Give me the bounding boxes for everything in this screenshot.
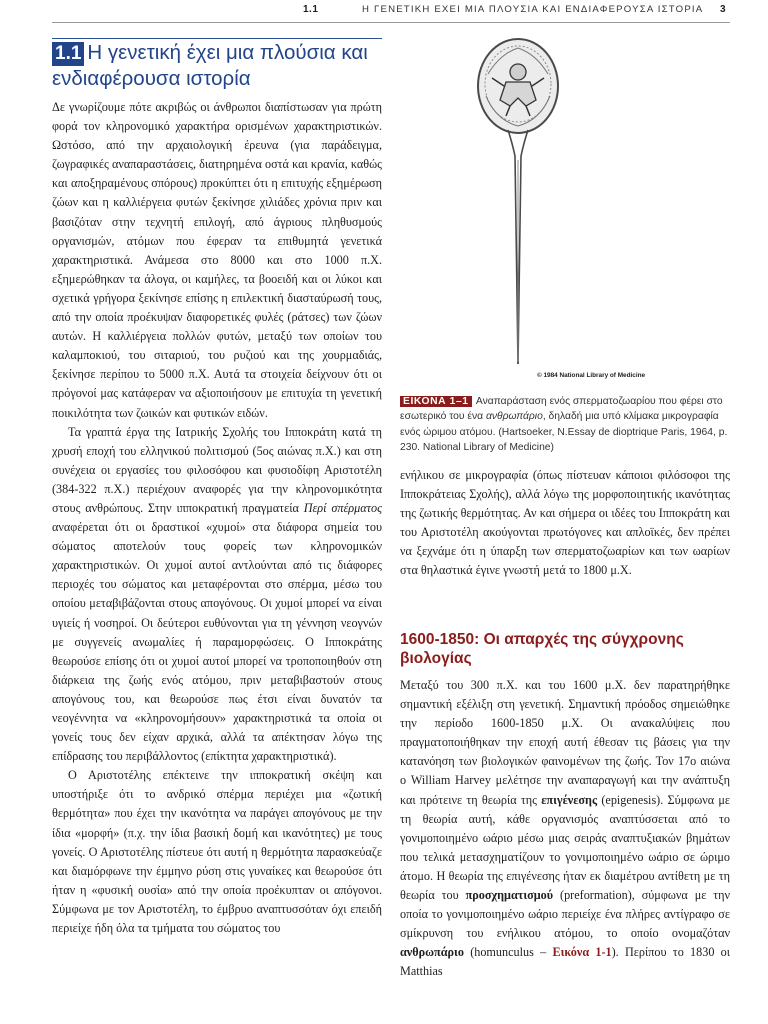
paragraph-3: Ο Αριστοτέλης επέκτεινε την ιπποκρατική σκέψη και υποστήριξε ότι το ανδρικό σπέρμα περιέχει μια «ζωτική θερμότητα» που έχει την ικανότητα να παράγει απογόνους με την ίδια «μορφή» (π.χ. την ίδια βασική δομή και ικανότητες) με τους γονείς. Ο Αριστοτέλης πίστευε ότι αυτή η θερμότητα παρασκεύαζε και διαμόρφωνε την έμμηνο ρύση στις γυναίκες και θεωρούσε ότι ήταν η «φυσική ουσία» από την οποία προέκυπταν οι απόγονοι. Σύμφωνα με τον Αριστοτέλη, το έμβρυο αναπτυσσόταν όχι επειδή περιείχε ήδη όλα τα τμήματα του σώματος του [52, 768, 382, 936]
figure-reference-link[interactable]: Εικόνα 1-1 [552, 945, 612, 960]
figure-label-badge: ΕΙΚΟΝΑ 1–1 [400, 396, 472, 407]
paragraph-2: Τα γραπτά έργα της Ιατρικής Σχολής του Ιπποκράτη κατά τη χρυσή εποχή του ελληνικού πολιτισμού (5ος αιώνας π.Χ.) και στη συνέχεια οι εργασίες του φιλοσόφου και φυσιοδίφη Αριστοτέλη (384-322 π.Χ.) περιέχουν αναφορές για την κληρονομικότητα στους ανθρώπους. Στην ιπποκρατική πραγματεία Περί σπέρματος αναφέρεται ότι οι δραστικοί «χυμοί» στα διάφορα σημεία του σώματος αποτελούν τους φορείς των κληρονομικών χαρακτηριστικών. Οι χυμοί αυτοί αντλούνται από τις διάφορες περιοχές του σώματος και μεταφέρονται στο σπέρμα, μέσω του οποίου μεταβιβάζονται στους απογόνους. Οι χυμοί μπορεί να είναι υγιείς ή νοσηροί. Οι δεύτεροι ευθύνονται για τη γέννηση νεογνών με συγγενείς ανωμαλίες ή παραμορφώσεις. Ο Ιπποκράτης θεωρούσε επίσης ότι οι χυμοί αυτοί μπορεί να τροποποιηθούν στη διάρκεια της ζωής ενός ατόμου, πριν μεταβιβαστούν στους απογόνους του, και θεωρούσε πως έτσι είναι δυνατόν τα νεογέννητα να «κληρονομήσουν» χαρακτηριστικά τα οποία οι γονείς τους δεν είχαν αρχικά, αλλά τα απέκτησαν λόγω της επίδρασης του περιβάλλοντος (επίκτητα χαρακτηριστικά). [52, 424, 383, 764]
term-homunculus: ανθρωπάριο [400, 945, 464, 960]
figure-caption: ΕΙΚΟΝΑ 1–1 Αναπαράσταση ενός σπερματοζωαρίου που φέρει στο εσωτερικό του ένα ανθρωπάριο, δηλαδή μια υπό κλίμακα μικρογραφία ενός ώριμου ατόμου. (Hartsoeker, N.Essay de dioptrique Paris, 1964, p. 230. National Library of Medicine) [400, 396, 728, 454]
header-running-title: Η ΓΕΝΕΤΙΚΗ ΕΧΕΙ ΜΙΑ ΠΛΟΥΣΙΑ ΚΑΙ ΕΝΔΙΑΦΕΡΟΥΣΑ ΙΣΤΟΡΙΑ [362, 4, 704, 15]
page-number: 3 [720, 4, 726, 15]
header-divider [52, 22, 730, 23]
paragraph-4: ενήλικου σε μικρογραφία (όπως πίστευαν κάποιοι φιλόσοφοι της Ιπποκράτειας Σχολής), αλλά λόγω της μορφοποιητικής ικανότητας της ζωτικής θερμότητας. Αν και σήμερα οι ιδέες του Ιπποκράτη και του Αριστοτέλη ακούγονται πρωτόγονες και απλοϊκές, δεν πρέπει να ξεχνάμε ότι η ύπαρξη των σπερματοζωαρίων και των ωαρίων στα θηλαστικά έγινε γνωστή μετά το 1800 μ.Χ. [400, 468, 730, 578]
subsection-heading: 1600-1850: Οι απαρχές της σύγχρονης βιολογίας [400, 631, 684, 667]
header-section-number: 1.1 [303, 4, 319, 15]
section-number-badge: 1.1 [52, 42, 84, 66]
figure-homunculus [400, 34, 730, 384]
section-title: Η γενετική έχει μια πλούσια και ενδιαφέρουσα ιστορία [52, 41, 368, 90]
paragraph-1: Δε γνωρίζουμε πότε ακριβώς οι άνθρωποι διαπίστωσαν για πρώτη φορά τον κληρονομικό χαρακτήρα ορισμένων χαρακτηριστικών. Ωστόσο, από την αρχαιολογική έρευνα (για παράδειγμα, ζωγραφικές αναπαραστάσεις, διατηρημένα οστά και κρανία, καθώς και αποξηραμένους σπόρους) προκύπτει ότι η επιτυχής εξημέρωση ζώων και η καλλιέργεια φυτών ξεκίνησε χιλιάδες χρόνια πριν και βασιζόταν στην τεχνητή επιλογή, από άγριους πληθυσμούς οργανισμών, ατόμων που έφεραν τα επιθυμητά γενετικά χαρακτηριστικά. Ανάμεσα στο 8000 και στο 1000 π.Χ. εξημερώθηκαν τα άλογα, οι καμήλες, τα βοοειδή και οι λύκοι και σχετικά γρήγορα ξεκίνησε επίσης η επιλεκτική διασταύρωσή τους, από την οποία προέκυψαν διαφορετικές φυλές (ράτσες) των ζώων αυτών. Η καλλιέργεια πολλών φυτών, μεταξύ των οποίων του καλαμποκιού, του σιταριού, του ρυζιού και της χουρμαδιάς, ξεκίνησε περίπου το 5000 π.Χ. Αυτά τα στοιχεία δείχνουν ότι οι πρόγονοί μας κατάφεραν να αξιοποιήσουν με επιτυχία τη γενετική ποικιλότητα των ζωικών και φυτικών ειδών. [52, 100, 382, 420]
section-heading [52, 38, 382, 91]
right-column-section [400, 676, 730, 982]
paragraph-5: Μεταξύ του 300 π.Χ. και του 1600 μ.Χ. δεν παρατηρήθηκε σημαντική εξέλιξη στη γενετική. Σημαντική πρόοδος σημειώθηκε την περίοδο 1600-1850 μ.Χ. Οι ανακαλύψεις που πραγματοποιήθηκαν την εποχή αυτή έθεσαν τις βάσεις για την κατανόηση των βιολογικών φαινομένων της ζωής. Τον 17ο αιώνα ο William Harvey μελέτησε την αναπαραγωγή και την ανάπτυξη και πρότεινε τη θεωρία της επιγένεσης (epigenesis). Σύμφωνα με τη θεωρία αυτή, κάθε οργανισμός αναπτύσσεται από το γονιμοποιημένο ωάριο μέσω μιας σειράς αναπτυξιακών βημάτων που τελικά μετασχηματίζουν το γονιμοποιημένο ωάριο σε ώριμο άτομο. Η θεωρία της επιγένεσης ήταν εκ διαμέτρου αντίθετη με τη θεωρία του προσχηματισμού (preformation), σύμφωνα με την οποία το γονιμοποιημένο ωάριο περιείχε ένα πλήρες αντίγραφο σε σμίκρυνση του ενήλικου ατόμου, το οποίο ονομαζόταν ανθρωπάριο (homunculus – Εικόνα 1-1). Περίπου το 1830 οι Matthias [400, 678, 731, 979]
term-epigenesis: επιγένεσης [541, 792, 598, 807]
section-heading-rule [52, 38, 382, 39]
homunculus-sperm-illustration [400, 34, 730, 384]
left-column [52, 98, 382, 938]
figure-credit: © 1984 National Library of Medicine [537, 372, 646, 379]
right-column-continuation [400, 466, 730, 581]
treatise-title: Περί σπέρματος [303, 500, 383, 515]
term-preformation: προσχηματισμού [465, 888, 554, 903]
